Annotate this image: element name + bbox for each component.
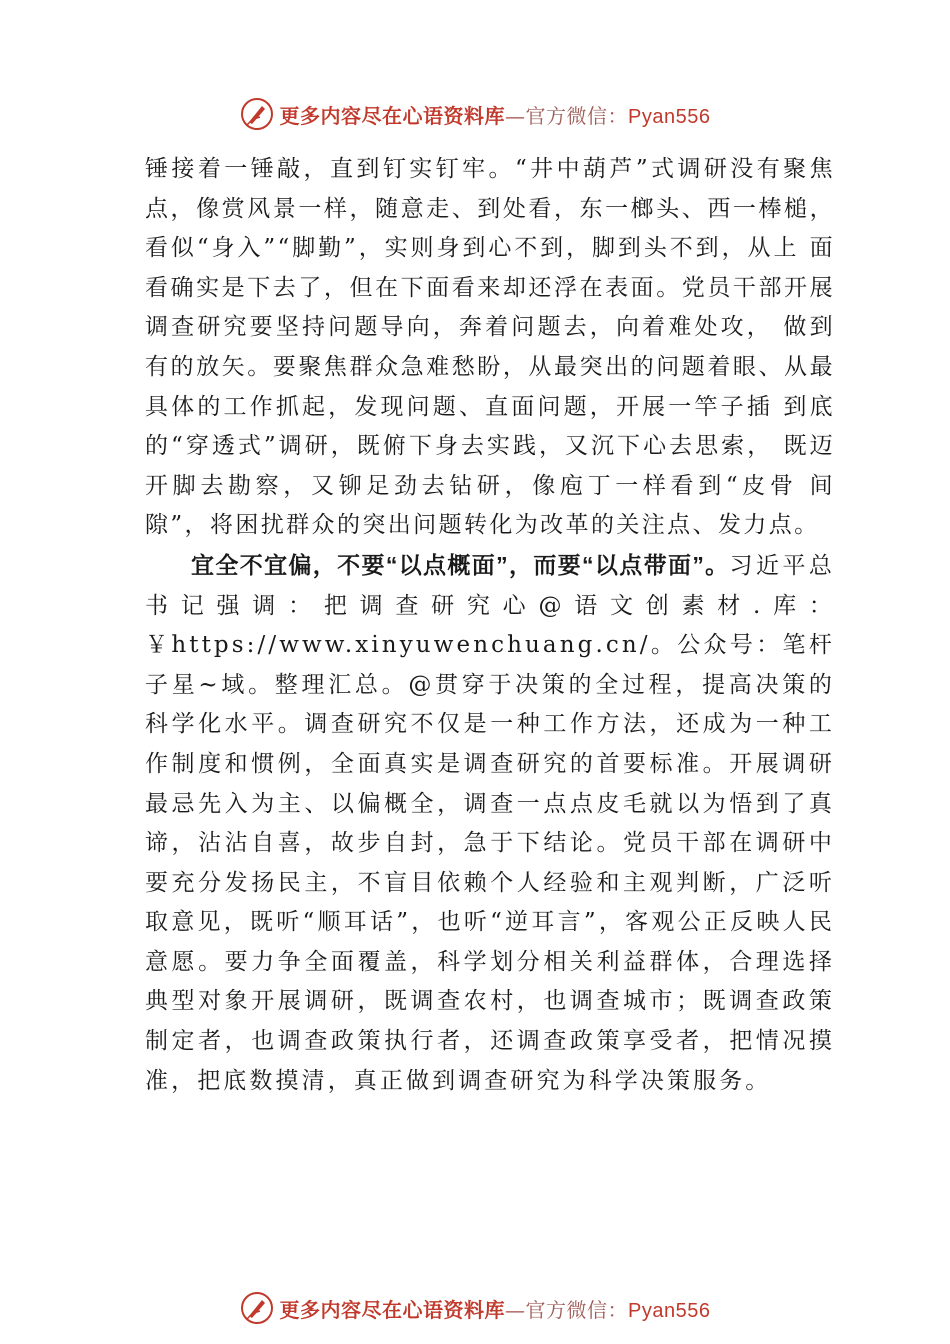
header-library-text: 更多内容尽在心语资料库	[279, 103, 506, 128]
document-body	[145, 150, 835, 1101]
paragraph-2	[145, 546, 835, 1101]
footer-dash: —	[505, 1297, 526, 1322]
pen-logo-icon	[240, 1291, 274, 1325]
footer-banner	[0, 1286, 950, 1330]
footer-wechat-id: Pyan556	[628, 1299, 711, 1322]
footer-text	[280, 1294, 711, 1323]
footer-library-text: 更多内容尽在心语资料库	[279, 1297, 506, 1322]
footer-wechat-label: 官方微信：	[525, 1297, 629, 1322]
header-wechat-id: Pyan556	[628, 105, 711, 128]
header-text	[280, 100, 711, 129]
paragraph-1: 锤接着一锤敲，直到钉实钉牢。“井中葫芦”式调研没有聚焦点，像赏风景一样，随意走、到处看，东一榔头、西一棒槌， 看似“身入”“脚勤”，实则身到心不到，脚到头不到，从上 面看确实是下去了，但在下面看来却还浮在表面。党员干部开展调查研究要坚持问题导向，奔着问题去，向着难处攻， 做到有的放矢。要聚焦群众急难愁盼，从最突出的问题着眼、从最具体的工作抓起，发现问题、直面问题，开展一竿子插 到底的“穿透式”调研，既俯下身去实践，又沉下心去思索， 既迈开脚去勘察，又铆足劲去钻研，像庖丁一样看到“皮骨 间隙”，将困扰群众的突出问题转化为改革的关注点、发力点。	[145, 156, 835, 539]
pen-logo-icon	[240, 97, 274, 131]
header-wechat-label: 官方微信：	[525, 103, 629, 128]
header-banner	[0, 92, 950, 136]
header-dash: —	[505, 103, 526, 128]
paragraph-2-rest: 习近平总书记强调：把调查研究心@语文创素材.库：￥https://www.xinyuwenchuang.cn/。公众号：笔杆子星~域。整理汇总。@贯穿于决策的全过程，提高决策的科学化水平。调查研究不仅是一种工作方法，还成为一种工作制度和惯例，全面真实是调查研究的首要标准。开展调研最忌先入为主、以偏概全，调查一点点皮毛就以为悟到了真谛，沾沾自喜，故步自封，急于下结论。党员干部在调研中要充分发扬民主，不盲目依赖个人经验和主观判断，广泛听取意见，既听“顺耳话”，也听“逆耳言”，客观公正反映人民意愿。要力争全面覆盖，科学划分相关利益群体，合理选择典型对象开展调研，既调查农村，也调查城市；既调查政策制定者，也调查政策执行者，还调查政策享受者，把情况摸准，把底数摸清，真正做到调查研究为科学决策服务。	[145, 552, 835, 1094]
paragraph-2-lead: 宜全不宜偏，不要“以点概面”，而要“以点带面”。	[191, 551, 730, 578]
